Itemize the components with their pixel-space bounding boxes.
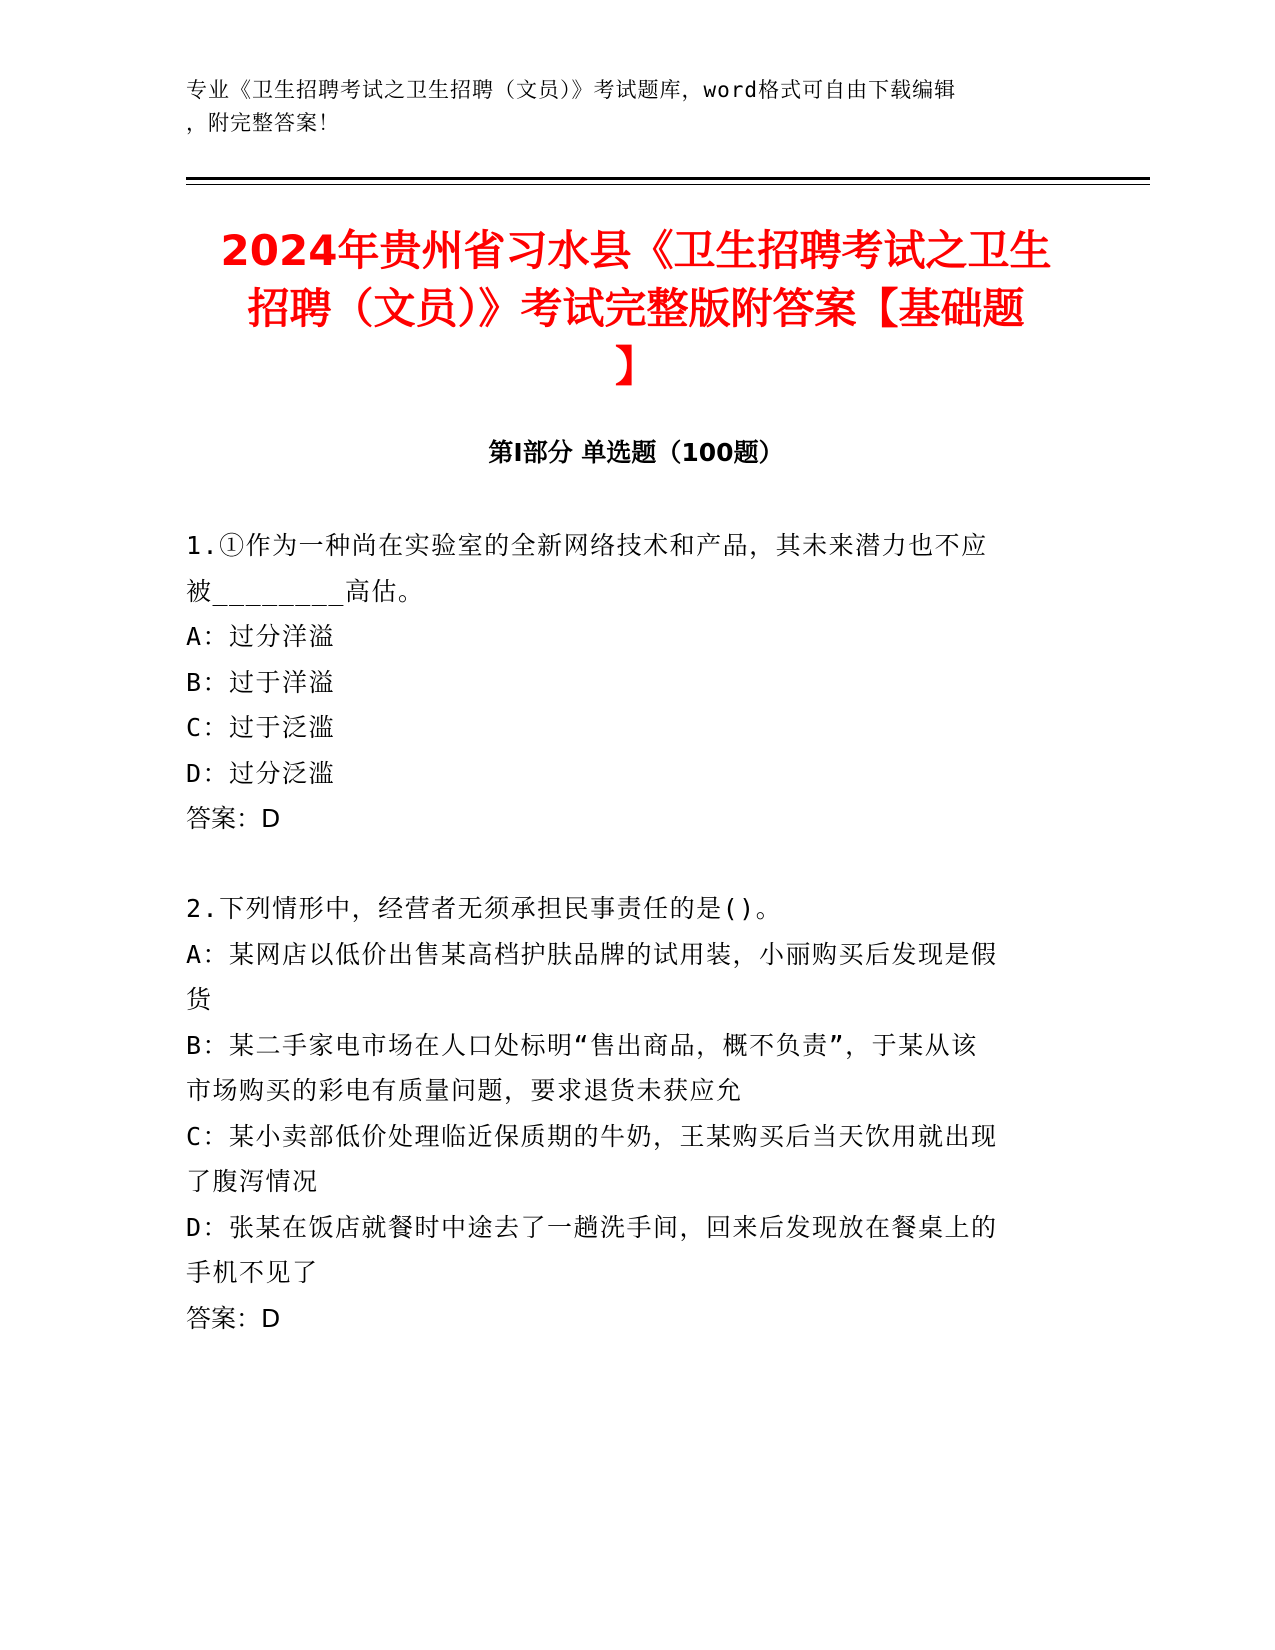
header-divider-thick (186, 177, 1150, 180)
option-b: B：某二手家电市场在人口处标明“售出商品，概不负责”，于某从该 (186, 1030, 978, 1060)
document-title-line: 招聘（文员）》考试完整版附答案【基础题 (247, 284, 1025, 333)
document-title-line: 】 (614, 342, 657, 391)
header-divider-thin (186, 184, 1150, 185)
document-title-line: 2024年贵州省习水县《卫生招聘考试之卫生 (220, 226, 1052, 275)
option-a: A：过分洋溢 (186, 622, 336, 651)
option-d-continued: 手机不见了 (186, 1258, 319, 1287)
answer: 答案：D (186, 804, 281, 833)
question-stem: 被________高估。 (186, 576, 425, 606)
header-note-line: 专业《卫生招聘考试之卫生招聘（文员）》考试题库，word格式可自由下载编辑 (186, 78, 957, 102)
section-title: 第I部分 单选题（100题） (488, 438, 784, 467)
option-d: D：过分泛滥 (186, 758, 336, 788)
option-a-continued: 货 (186, 985, 213, 1014)
question-stem: 2.下列情形中，经营者无须承担民事责任的是()。 (186, 894, 783, 923)
document-title (186, 222, 1086, 396)
answer: 答案：D (186, 1303, 281, 1333)
option-c-continued: 了腹泻情况 (186, 1167, 319, 1196)
option-b: B：过于洋溢 (186, 667, 336, 697)
option-c: C：过于泛滥 (186, 713, 336, 742)
option-a: A：某网店以低价出售某高档护肤品牌的试用装，小丽购买后发现是假 (186, 939, 998, 969)
question-stem: 1.①作为一种尚在实验室的全新网络技术和产品，其未来潜力也不应 (186, 531, 988, 560)
option-d: D：张某在饭店就餐时中途去了一趟洗手间，回来后发现放在餐桌上的 (186, 1212, 998, 1242)
option-b-continued: 市场购买的彩电有质量问题，要求退货未获应允 (186, 1076, 743, 1105)
header-note (186, 74, 1066, 140)
header-note-line: ，附完整答案！ (186, 111, 340, 135)
option-c: C：某小卖部低价处理临近保质期的牛奶，王某购买后当天饮用就出现 (186, 1121, 998, 1151)
question-2 (186, 886, 1066, 1341)
question-1 (186, 523, 1066, 842)
